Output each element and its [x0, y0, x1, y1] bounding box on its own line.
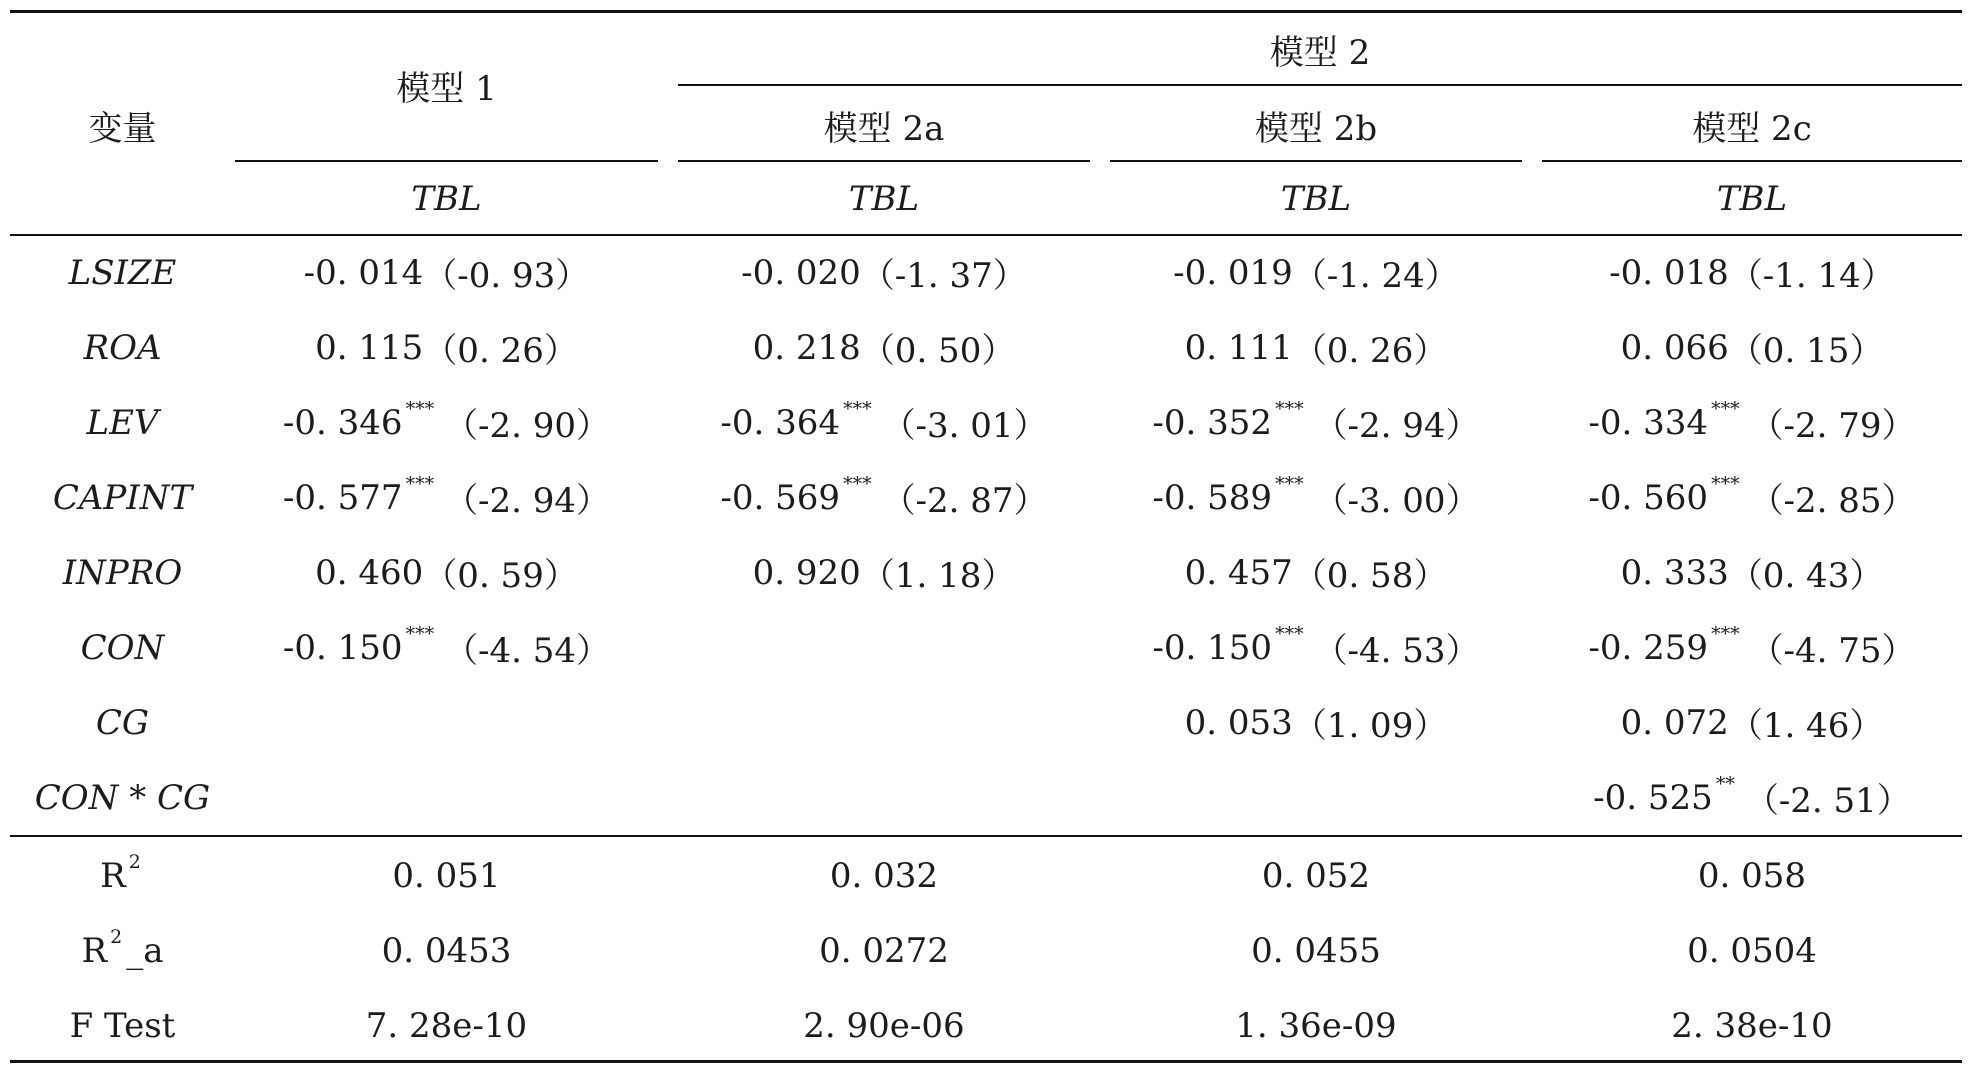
t-statistic: （-2. 85） — [1749, 481, 1916, 521]
coefficient-cell — [678, 385, 1090, 460]
t-statistic: （-2. 51） — [1744, 781, 1911, 821]
significance-stars: *** — [1711, 397, 1740, 420]
statistic-value: 0. 0504 — [1687, 930, 1817, 971]
t-statistic: （-1. 14） — [1728, 256, 1895, 296]
stats-divider-rule — [10, 835, 1962, 837]
t-statistic: （1. 46） — [1728, 706, 1884, 746]
t-statistic: （0. 26） — [1292, 331, 1448, 371]
coefficient-cell — [678, 460, 1090, 535]
coefficient-value: -0. 018 — [1609, 252, 1729, 293]
coefficient-value: -0. 560 — [1588, 477, 1709, 518]
t-statistic: （-4. 75） — [1749, 631, 1916, 671]
model2-header: 模型 2 — [1269, 32, 1371, 73]
coefficient-value: 0. 066 — [1620, 327, 1729, 368]
model2b-rule — [1110, 160, 1522, 162]
coefficient-cell — [235, 535, 658, 610]
t-statistic: （-1. 37） — [860, 256, 1027, 296]
t-statistic: （-0. 93） — [423, 256, 590, 296]
variable-name: LEV — [86, 402, 159, 443]
coefficient-cell — [1110, 310, 1522, 385]
coefficient-cell — [1110, 760, 1522, 835]
model2a-rule — [678, 160, 1090, 162]
coefficient-cell — [235, 460, 658, 535]
coefficient-value: -0. 364 — [720, 402, 841, 443]
statistic-label-text: R — [81, 930, 108, 971]
coefficient-cell — [1542, 460, 1962, 535]
statistic-value: 1. 36e-09 — [1235, 1005, 1397, 1046]
variable-name: CON — [80, 627, 165, 668]
coefficient-value: -0. 259 — [1588, 627, 1709, 668]
variable-header: 变量 — [88, 108, 157, 149]
coefficient-value: -0. 014 — [303, 252, 424, 293]
t-statistic: （1. 09） — [1292, 706, 1448, 746]
statistic-value: 0. 0272 — [819, 930, 949, 971]
variable-name: CAPINT — [52, 477, 193, 518]
coefficient-value: -0. 019 — [1173, 252, 1293, 293]
coefficient-cell — [1542, 760, 1962, 835]
statistic-value: 0. 052 — [1261, 855, 1371, 896]
t-statistic: （0. 43） — [1728, 556, 1884, 596]
model2c-header: 模型 2c — [1692, 108, 1812, 149]
coefficient-value: -0. 150 — [282, 627, 403, 668]
t-statistic: （0. 15） — [1728, 331, 1884, 371]
coefficient-cell — [1542, 610, 1962, 685]
coefficient-cell — [678, 685, 1090, 760]
significance-stars: ** — [1715, 772, 1735, 795]
statistic-label-text: R — [100, 855, 126, 896]
t-statistic: （0. 59） — [423, 556, 578, 596]
significance-stars: *** — [1711, 622, 1740, 645]
coefficient-value: -0. 569 — [720, 477, 841, 518]
coefficient-cell — [1542, 685, 1962, 760]
variable-name: LSIZE — [68, 252, 177, 293]
significance-stars: *** — [1275, 472, 1304, 495]
coefficient-cell — [678, 310, 1090, 385]
coefficient-cell — [1110, 460, 1522, 535]
coefficient-cell — [235, 310, 658, 385]
significance-stars: *** — [405, 397, 435, 420]
model1-rule — [235, 160, 658, 162]
coefficient-cell — [235, 610, 658, 685]
dependent-label: TBL — [411, 179, 482, 219]
dependent-label: TBL — [1716, 179, 1788, 219]
significance-stars: *** — [843, 472, 872, 495]
t-statistic: （-4. 53） — [1313, 631, 1480, 671]
statistic-suffix: _a — [126, 930, 164, 971]
t-statistic: （0. 26） — [423, 331, 578, 371]
dependent-label: TBL — [1280, 179, 1352, 219]
coefficient-value: 0. 053 — [1184, 702, 1293, 743]
t-statistic: （0. 58） — [1292, 556, 1448, 596]
model1-header: 模型 1 — [396, 68, 497, 109]
coefficient-cell — [235, 235, 658, 310]
statistic-value: 2. 90e-06 — [803, 1005, 965, 1046]
statistic-value: 0. 0455 — [1251, 930, 1381, 971]
statistic-label-text: F Test — [69, 1005, 176, 1046]
t-statistic: （-1. 24） — [1292, 256, 1459, 296]
coefficient-cell — [678, 535, 1090, 610]
model2-span-rule — [678, 84, 1962, 86]
coefficient-value: -0. 525 — [1593, 777, 1713, 818]
significance-stars: *** — [405, 622, 435, 645]
coefficient-cell — [1110, 385, 1522, 460]
statistic-superscript: 2 — [128, 850, 141, 873]
coefficient-value: -0. 334 — [1588, 402, 1709, 443]
t-statistic: （-3. 01） — [881, 406, 1048, 446]
statistic-label — [10, 913, 235, 988]
coefficient-value: -0. 346 — [282, 402, 403, 443]
coefficient-cell — [1542, 535, 1962, 610]
coefficient-cell — [678, 235, 1090, 310]
t-statistic: （-2. 87） — [881, 481, 1048, 521]
statistic-value: 0. 0453 — [381, 930, 512, 971]
significance-stars: *** — [1275, 397, 1304, 420]
variable-name: CG — [95, 702, 150, 743]
variable-name: CON * CG — [34, 777, 211, 818]
coefficient-value: 0. 457 — [1184, 552, 1293, 593]
statistic-value: 0. 058 — [1697, 855, 1807, 896]
statistic-superscript: 2 — [110, 925, 123, 948]
coefficient-cell — [1110, 535, 1522, 610]
coefficient-cell — [678, 760, 1090, 835]
coefficient-cell — [235, 385, 658, 460]
coefficient-cell — [1542, 310, 1962, 385]
coefficient-value: 0. 920 — [752, 552, 861, 593]
coefficient-value: 0. 333 — [1620, 552, 1729, 593]
statistic-value: 7. 28e-10 — [365, 1005, 528, 1046]
coefficient-value: 0. 460 — [315, 552, 424, 593]
model2a-header: 模型 2a — [823, 108, 945, 149]
t-statistic: （-4. 54） — [444, 631, 611, 671]
t-statistic: （-2. 79） — [1749, 406, 1916, 446]
coefficient-cell — [1110, 235, 1522, 310]
coefficient-value: 0. 111 — [1184, 327, 1293, 368]
significance-stars: *** — [405, 472, 435, 495]
t-statistic: （-2. 90） — [444, 406, 611, 446]
coefficient-value: 0. 072 — [1620, 702, 1729, 743]
t-statistic: （-3. 00） — [1313, 481, 1480, 521]
coefficient-value: -0. 577 — [282, 477, 403, 518]
coefficient-cell — [235, 685, 658, 760]
coefficient-value: -0. 020 — [741, 252, 861, 293]
t-statistic: （-2. 94） — [444, 481, 611, 521]
t-statistic: （1. 18） — [860, 556, 1016, 596]
dependent-label: TBL — [848, 179, 920, 219]
variable-name: ROA — [83, 327, 162, 368]
t-statistic: （-2. 94） — [1313, 406, 1480, 446]
statistic-value: 0. 032 — [829, 855, 939, 896]
coefficient-value: 0. 218 — [752, 327, 861, 368]
coefficient-value: 0. 115 — [315, 327, 424, 368]
model2c-rule — [1542, 160, 1962, 162]
coefficient-value: -0. 150 — [1152, 627, 1273, 668]
coefficient-cell — [1542, 385, 1962, 460]
model2b-header: 模型 2b — [1254, 108, 1378, 149]
coefficient-cell — [1110, 610, 1522, 685]
coefficient-value: -0. 589 — [1152, 477, 1273, 518]
variable-name: INPRO — [62, 552, 183, 593]
statistic-label — [10, 838, 235, 913]
statistic-value: 0. 051 — [392, 855, 501, 896]
statistic-label — [10, 988, 235, 1063]
top-rule — [10, 10, 1962, 13]
significance-stars: *** — [1275, 622, 1304, 645]
coefficient-cell — [235, 760, 658, 835]
coefficient-value: -0. 352 — [1152, 402, 1273, 443]
coefficient-cell — [678, 610, 1090, 685]
coefficient-cell — [1542, 235, 1962, 310]
coefficient-cell — [1110, 685, 1522, 760]
significance-stars: *** — [843, 397, 872, 420]
t-statistic: （0. 50） — [860, 331, 1016, 371]
statistic-value: 2. 38e-10 — [1671, 1005, 1833, 1046]
significance-stars: *** — [1711, 472, 1740, 495]
